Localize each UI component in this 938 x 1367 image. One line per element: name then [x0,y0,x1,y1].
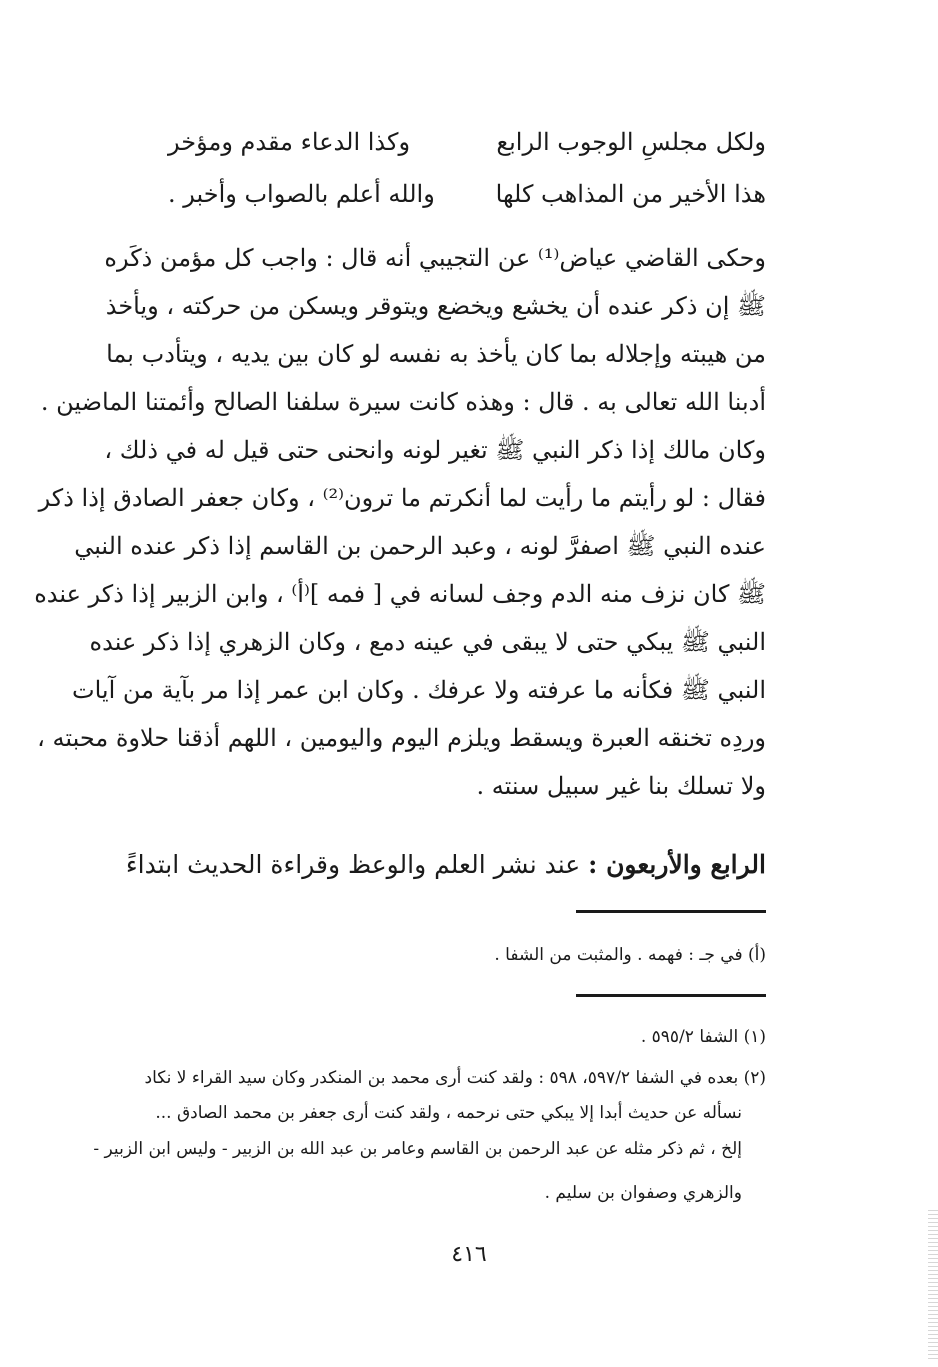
body-line: عنده النبي ﷺ اصفرَّ لونه ، وعبد الرحمن بن القاسم إذا ذكر عنده النبي [74,532,766,560]
section-text: عند نشر العلم والوعظ وقراءة الحديث ابتداءً [125,850,581,879]
scan-edge-marks [928,1210,938,1360]
footnote-divider [576,994,766,997]
body-line: ﷺ إن ذكر عنده أن يخشع ويخضع ويتوقر ويسكن من حركته ، ويأخذ [105,292,766,320]
variant-note: (أ) في جـ : فهمه . والمثبت من الشفا . [494,945,766,965]
footnote-divider [576,910,766,913]
footnote-2: (٢) بعده في الشفا ٥٩٧/٢، ٥٩٨ : ولقد كنت أرى محمد بن المنكدر وكان سيد القراء لا نكاد [144,1068,766,1088]
footnote-1: (١) الشفا ٥٩٥/٢ . [640,1027,766,1047]
body-line: من هيبته وإجلاله بما كان يأخذ به نفسه لو كان بين يديه ، ويتأدب بما [106,340,766,368]
body-line: وردِه تخنقه العبرة ويسقط ويلزم اليوم واليومين ، اللهم أذقنا حلاوة محبته ، [37,724,766,752]
body-line: أدبنا الله تعالى به . قال : وهذه كانت سيرة سلفنا الصالح وأئمتنا الماضين . [40,388,766,416]
body-line: وحكى القاضي عياض⁽¹⁾ عن التجيبي أنه قال : واجب كل مؤمن ذكَره [104,244,766,272]
body-line: وكان مالك إذا ذكر النبي ﷺ تغير لونه وانحنى حتى قيل له في ذلك ، [104,436,766,464]
verse-hemistich-left: والله أعلم بالصواب وأخبر . [168,180,435,208]
body-line: النبي ﷺ يبكي حتى لا يبقى في عينه دمع ، وكان الزهري إذا ذكر عنده [89,628,766,656]
verse-hemistich-right: ولكل مجلسِ الوجوب الرابع [496,128,766,156]
footnote-2-cont: نسأله عن حديث أبدا إلا يبكي حتى نرحمه ، ولقد كنت أرى جعفر بن محمد الصادق ... [155,1103,742,1123]
verse-hemistich-left: وكذا الدعاء مقدم ومؤخر [168,128,411,156]
body-line: فقال : لو رأيتم ما رأيت لما أنكرتم ما ترون⁽²⁾ ، وكان جعفر الصادق إذا ذكر [38,484,766,512]
verse-line-1 [168,122,766,162]
body-line: ولا تسلك بنا غير سبيل سنته . [476,772,766,800]
verse-line-2 [168,174,766,214]
body-line: النبي ﷺ فكأنه ما عرفته ولا عرفك . وكان ابن عمر إذا مر بآية من آيات [71,676,766,704]
verse-hemistich-right: هذا الأخير من المذاهب كلها [495,180,766,208]
body-line: ﷺ كان نزف منه الدم وجف لسانه في [ فمه ]⁽أ⁾ ، وابن الزبير إذا ذكر عنده [34,580,766,608]
footnote-2-cont: إلخ ، ثم ذكر مثله عن عبد الرحمن بن القاسم وعامر بن عبد الله بن الزبير - وليس ابن الزبير - [93,1139,742,1159]
section-heading: الرابع والأربعون : [588,850,766,879]
footnote-2-cont: والزهري وصفوان بن سليم . [544,1183,742,1203]
page-number: ٤١٦ [451,1242,487,1267]
section-heading-line [125,840,766,890]
